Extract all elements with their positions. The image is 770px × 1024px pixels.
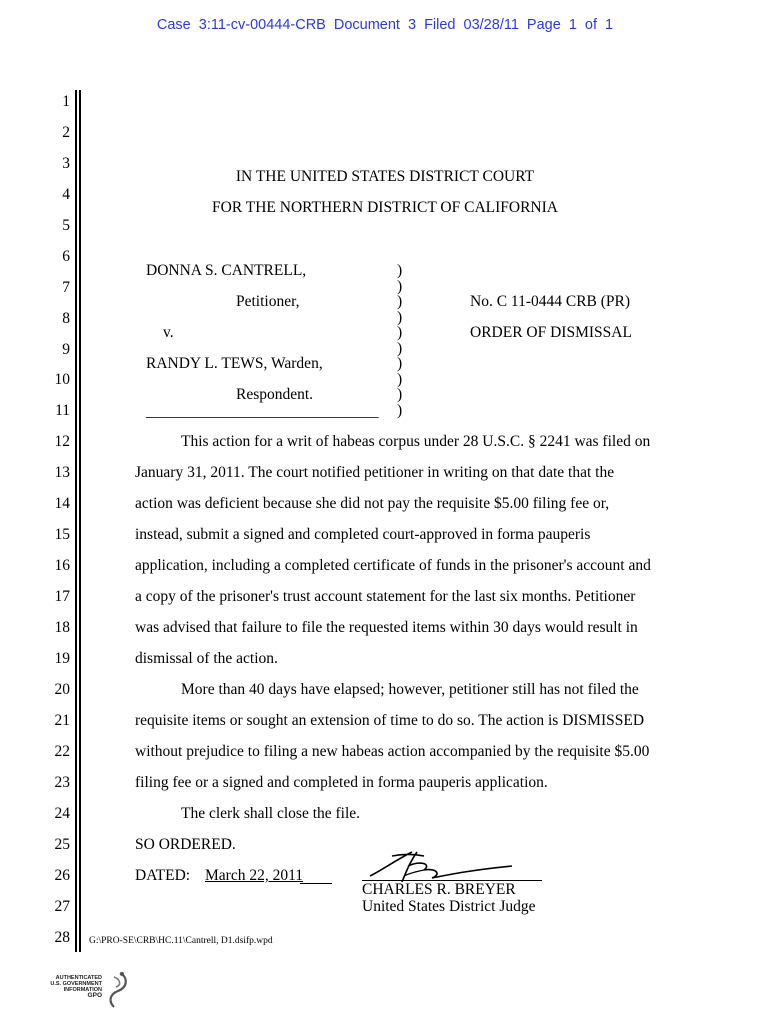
order-title: ORDER OF DISMISSAL: [470, 324, 632, 341]
line-number: 11: [55, 402, 70, 419]
gpo-seal-text: [36, 975, 102, 999]
respondent-role: Respondent.: [236, 386, 314, 403]
body-line: dismissal of the action.: [135, 650, 278, 667]
judge-name: CHARLES R. BREYER: [362, 881, 516, 898]
line-number: 6: [62, 248, 70, 265]
line-number: 21: [54, 712, 70, 729]
body-line: requisite items or sought an extension of time to do so. The action is DISMISSED: [135, 712, 645, 729]
line-number: 1: [62, 93, 70, 110]
file-path-footer: G:\PRO-SE\CRB\HC.11\Cantrell, D1.dsifp.wpd: [89, 936, 273, 946]
body-line: a copy of the prisoner's trust account statement for the last six months. Petitioner: [135, 588, 636, 605]
body-line: This action for a writ of habeas corpus under 28 U.S.C. § 2241 was filed on: [181, 433, 651, 450]
line-number: 13: [54, 464, 70, 481]
line-number: 9: [62, 341, 70, 358]
gpo-seal-line: AUTHENTICATED: [55, 975, 102, 981]
margin-rule-right: [79, 90, 81, 952]
line-number: 25: [54, 836, 70, 853]
petitioner-role: Petitioner,: [236, 293, 300, 310]
body-line: The clerk shall close the file.: [181, 805, 361, 822]
gpo-seal-line: INFORMATION: [63, 987, 102, 993]
caption-underline: ______________________________: [146, 403, 379, 420]
line-number: 5: [62, 217, 70, 234]
line-number: 10: [54, 371, 70, 388]
date-underline-extension: [300, 883, 332, 884]
body-line: without prejudice to filing a new habeas action accompanied by the requisite $5.00: [135, 743, 650, 760]
body-line: application, including a completed certificate of funds in the prisoner's account and: [135, 557, 651, 574]
line-number: 19: [54, 650, 70, 667]
caption-paren: ): [397, 355, 403, 372]
line-number: 28: [54, 929, 70, 946]
margin-rule-left: [75, 90, 77, 952]
line-number: 23: [54, 774, 70, 791]
versus-label: v.: [163, 324, 174, 341]
caption-paren: ): [397, 324, 403, 341]
caption-paren: ): [397, 278, 403, 295]
line-number: 3: [62, 155, 70, 172]
line-number: 4: [62, 186, 70, 203]
line-number: 18: [54, 619, 70, 636]
line-number: 7: [62, 279, 70, 296]
caption-paren: ): [397, 340, 403, 357]
so-ordered: SO ORDERED.: [135, 836, 236, 853]
court-title-line2: FOR THE NORTHERN DISTRICT OF CALIFORNIA: [212, 199, 558, 216]
gpo-seal-line: GPO: [87, 992, 102, 999]
petitioner-name: DONNA S. CANTRELL,: [146, 262, 307, 279]
line-number: 27: [54, 898, 70, 915]
court-title-line1: IN THE UNITED STATES DISTRICT COURT: [235, 168, 535, 185]
caption-paren: ): [397, 262, 403, 279]
line-number: 15: [54, 526, 70, 543]
respondent-name: RANDY L. TEWS, Warden,: [146, 355, 323, 372]
line-number: 22: [54, 743, 70, 760]
case-header-stamp: Case 3:11-cv-00444-CRB Document 3 Filed 03/28/11 Page 1 of 1: [156, 17, 614, 33]
line-number: 20: [54, 681, 70, 698]
body-line: instead, submit a signed and completed court-approved in forma pauperis: [135, 526, 591, 543]
line-number: 2: [62, 124, 70, 141]
gpo-authentication-seal: [36, 969, 136, 1013]
line-number: 26: [54, 867, 70, 884]
line-number: 12: [54, 433, 70, 450]
judge-title: United States District Judge: [362, 898, 536, 915]
gpo-seal-line: U.S. GOVERNMENT: [50, 981, 102, 987]
line-number: 17: [54, 588, 70, 605]
body-line: January 31, 2011. The court notified petitioner in writing on that date that the: [135, 464, 615, 481]
caption-paren: ): [397, 386, 403, 403]
line-number: 14: [54, 495, 70, 512]
case-number: No. C 11-0444 CRB (PR): [470, 293, 631, 310]
caption-paren: ): [397, 371, 403, 388]
body-line: was advised that failure to file the requested items within 30 days would result in: [135, 619, 638, 636]
dated-date: March 22, 2011: [205, 867, 304, 884]
body-line: filing fee or a signed and completed in forma pauperis application.: [135, 774, 548, 791]
caption-paren: ): [397, 309, 403, 326]
line-number: 24: [54, 805, 70, 822]
dated-label: DATED:: [135, 867, 191, 884]
line-number: 8: [62, 310, 70, 327]
eagle-icon: [100, 969, 132, 1011]
caption-paren: ): [397, 402, 403, 419]
caption-paren: ): [397, 293, 403, 310]
line-number: 16: [54, 557, 70, 574]
body-line: More than 40 days have elapsed; however, petitioner still has not filed the: [181, 681, 639, 698]
body-line: action was deficient because she did not pay the requisite $5.00 filing fee or,: [135, 495, 610, 512]
